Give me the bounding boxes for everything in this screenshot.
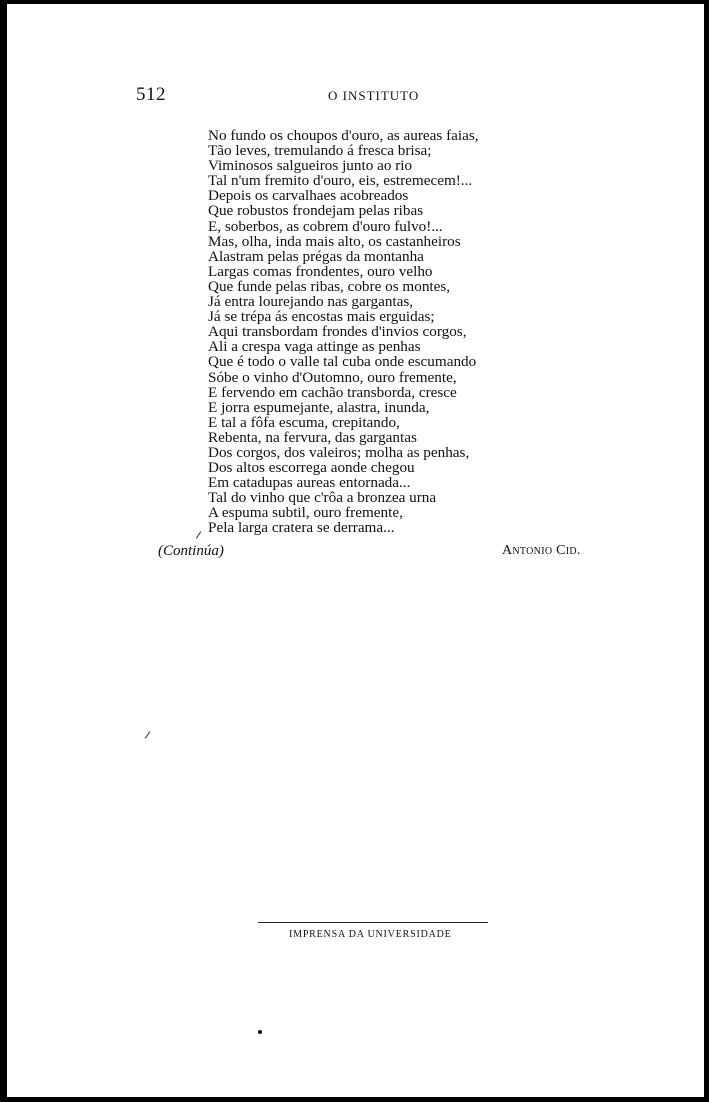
poem-body: [208, 128, 528, 536]
poem-line: E jorra espumejante, alastra, inunda,: [208, 398, 430, 416]
poem-line: Rebenta, na fervura, das gargantas: [208, 428, 417, 446]
poem-line: Aqui transbordam frondes d'invios corgos,: [208, 323, 467, 341]
poem-line: Dos corgos, dos valeiros; molha as penhas,: [208, 443, 470, 461]
poem-line: Tal do vinho que c'rôa a bronzea urna: [208, 489, 437, 507]
running-title: O INSTITUTO: [328, 88, 420, 103]
poem-line: Pela larga cratera se derrama...: [208, 519, 395, 537]
page-number: 512: [136, 84, 166, 105]
poem-line: A espuma subtil, ouro fremente,: [208, 504, 403, 522]
poem-line: Tão leves, tremulando á fresca brisa;: [208, 142, 432, 160]
poem-line: Que robustos frondejam pelas ribas: [208, 202, 424, 220]
poem-line: Sóbe o vinho d'Outomno, ouro fremente,: [208, 368, 457, 386]
poem-line: Dos altos escorrega aonde chegou: [208, 459, 415, 477]
poem-line: Ali a crespa vaga attinge as penhas: [208, 338, 421, 356]
poem-line: Mas, olha, inda mais alto, os castanheiros: [208, 232, 461, 250]
author-signature: Antonio Cid.: [502, 543, 581, 558]
poem-line: No fundo os choupos d'ouro, as aureas faias,: [208, 127, 479, 144]
poem-line: Viminosos salgueiros junto ao rio: [208, 157, 413, 175]
poem-line: Que funde pelas ribas, cobre os montes,: [208, 277, 451, 295]
continuation-note: (Continúa): [158, 543, 224, 559]
poem-line: Alastram pelas prégas da montanha: [208, 247, 424, 265]
poem-line: Já se trépa ás encostas mais erguidas;: [208, 308, 435, 326]
poem-line: E, soberbos, as cobrem d'ouro fulvo!...: [208, 217, 443, 235]
poem-line: Em catadupas aureas entornada...: [208, 474, 411, 492]
poem-line: E fervendo em cachão transborda, cresce: [208, 383, 457, 401]
footer-rule: [258, 922, 488, 923]
print-speck: [258, 1030, 262, 1034]
poem-line: Tal n'um fremito d'ouro, eis, estremecem!...: [208, 172, 473, 190]
poem-line: Largas comas frondentes, ouro velho: [208, 262, 433, 280]
poem-line: Depois os carvalhaes acobreados: [208, 187, 409, 205]
poem-line: Que é todo o valle tal cuba onde escumando: [208, 353, 477, 371]
poem-line: E tal a fôfa escuma, crepitando,: [208, 413, 400, 431]
poem-line: Já entra lourejando nas gargantas,: [208, 293, 414, 311]
printer-imprint: IMPRENSA DA UNIVERSIDADE: [289, 929, 452, 940]
